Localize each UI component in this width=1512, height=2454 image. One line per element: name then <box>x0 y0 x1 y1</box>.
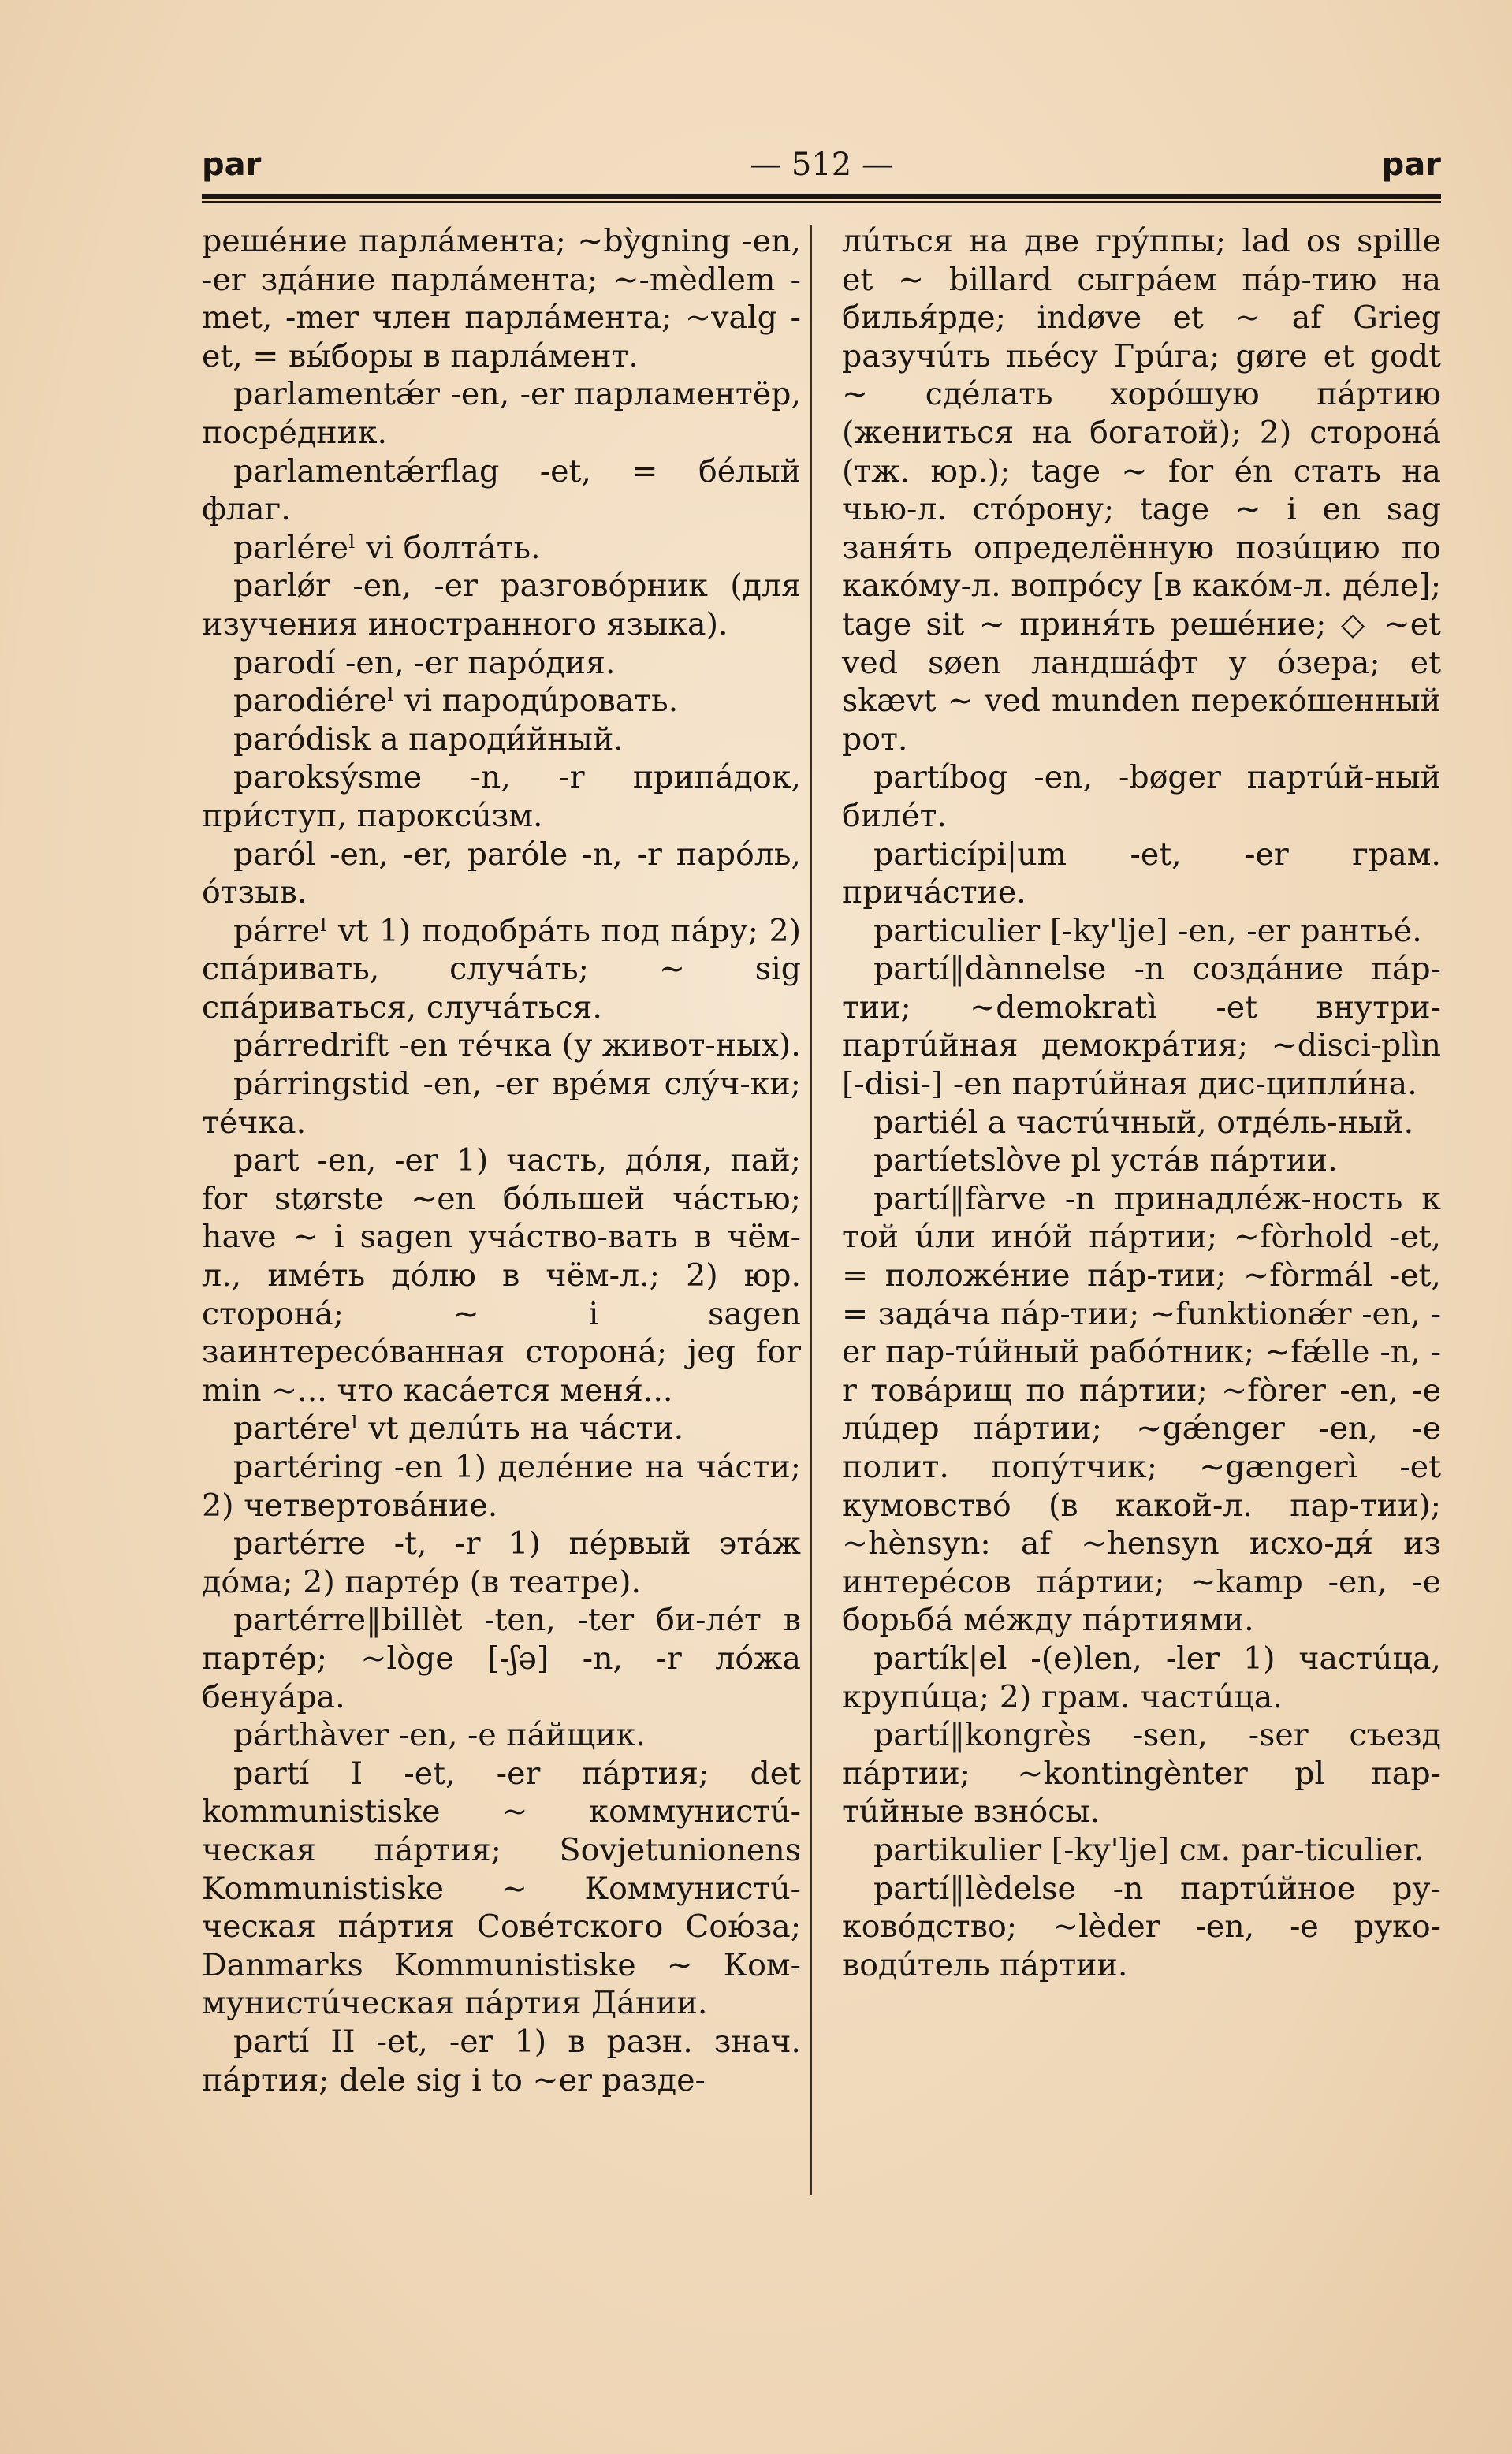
dictionary-entry: parodiéreˡ vi пародúровать. <box>233 683 679 720</box>
header-guide-word-left: par <box>202 147 262 183</box>
running-header <box>202 142 1441 189</box>
dictionary-entry: partí‖fàrve -n принадлéж-ность к той úли инóй пáртии; ~fòrhold -et, = положéние пáр-тии; ~fòrmál -et, = задáча пáр-тии; ~funktionǽr -en, -er пар-тúйный рабóтник; ~fǽlle -n, -r товáрищ по пáртии; ~fòrer -en, -e лúдер пáртии; ~gǽnger -en, -e полит. попýтчик; ~gængerì -et кумовствó (в какой-л. пар-тии); ~hènsyn: af ~hensyn исхо-дя́ из интерéсов пáртии; ~kamp -en, -e борьбá мéжду пáртиями. <box>842 1180 1441 1639</box>
dictionary-entry: partí II -et, -er 1) в разн. знач. пáртия; dele sig i to ~er разде- <box>202 2023 801 2098</box>
dictionary-entry: partí I -et, -er пáртия; det kommunistiske ~ коммунистú-ческая пáртия; Sovjetunionens Kommunistiske ~ Коммунистú-ческая пáртия Совéтского Сою́за; Danmarks Kommunistiske ~ Ком-мунистúческая пáртия Дáнии. <box>202 1755 801 2022</box>
dictionary-entry: part -en, -er 1) часть, дóля, пай; for største ~en бóльшей чáстью; have ~ i sagen учáство-вать в чём-л., имéть дóлю в чём-л.; 2) юр. сторонá; ~ i sagen заинтересóванная сторонá; jeg for min ~... что касáется меня́... <box>202 1142 801 1409</box>
dictionary-entry: решéние парлáмента; ~bỳgning -en, -er здáние парлáмента; ~-mèdlem -met, -mer член парлáмента; ~valg -et, = вы́боры в парлáмент. <box>202 223 801 374</box>
left-column <box>202 222 801 2099</box>
dictionary-entry: parléreˡ vi болтáть. <box>233 529 541 566</box>
column-divider <box>810 225 812 2195</box>
dictionary-entry: лúться на две грýппы; lad os spille et ~ billard сыгрáем пáр-тию на билья́рде; indøve et ~ af Grieg разучúть пьéсу Грúга; gøre et godt ~ сдéлать хорóшую пáртию (жениться на богатой); 2) сторонá (тж. юр.); tage ~ for én стать на чью-л. стóрону; tage ~ i en sag заня́ть определённую позúцию по какóму-л. вопрóсу [в какóм-л. дéле]; tage sit ~ приня́ть решéние; ◇ ~et ved søen ландшáфт у óзера; et skævt ~ ved munden перекóшенный рот. <box>842 223 1441 758</box>
dictionary-entry: párredrift -en тéчка (у живот-ных). <box>233 1027 801 1064</box>
dictionary-entry: paródisk a пароди́йный. <box>233 721 624 758</box>
dictionary-entry: partérre‖billèt -ten, -ter би-лéт в партéр; ~lòge [-ʃə] -n, -r лóжа бенуáра. <box>202 1602 801 1715</box>
dictionary-entry: párreˡ vt 1) подобрáть под пáру; 2) спáривать, случáть; ~ sig спáриваться, случáться. <box>202 912 801 1026</box>
header-guide-word-right: par <box>1381 147 1441 183</box>
dictionary-entry: partí‖lèdelse -n партúйное ру-ковóдство; ~lèder -en, -e руко-водúтель пáртии. <box>842 1870 1441 1983</box>
dictionary-entry: partéreˡ vt делúть на чáсти. <box>233 1410 684 1447</box>
dictionary-entry: paról -en, -er, paróle -n, -r парóль, óтзыв. <box>202 836 801 911</box>
dictionary-entry: partí‖kongrès -sen, -ser съезд пáртии; ~kontingènter pl пар-тúйные взнóсы. <box>842 1717 1441 1830</box>
header-rule <box>202 194 1441 199</box>
dictionary-entry: partí‖dànnelse -n создáние пáр-тии; ~demokratì -et внутри-партúйная демокрáтия; ~disci-plìn [-disi-] -en партúйная дис-ципли́на. <box>842 951 1441 1103</box>
dictionary-entry: partiél a частúчный, отдéль-ный. <box>873 1104 1414 1141</box>
dictionary-entry: parlǿr -en, -er разговóрник (для изучения иностранного языка). <box>202 568 801 642</box>
right-column <box>842 222 1441 1984</box>
dictionary-entry: paroksýsme -n, -r припáдок, при́ступ, пароксúзм. <box>202 759 801 834</box>
dictionary-entry: particípi|um -et, -er грам. причáстие. <box>842 836 1441 911</box>
dictionary-entry: partíbog -en, -bøger партúй-ный билéт. <box>842 759 1441 834</box>
dictionary-entry: partikulier [-ky'lje] см. par-ticulier. <box>873 1831 1424 1868</box>
dictionary-entry: partík|el -(e)len, -ler 1) частúца, крупúца; 2) грам. частúца. <box>842 1640 1441 1715</box>
dictionary-entry: partíetslòve pl устáв пáртии. <box>873 1142 1338 1179</box>
dictionary-entry: párthàver -en, -e пáйщик. <box>233 1717 646 1754</box>
dictionary-entry: párringstid -en, -er врéмя слýч-ки; тéчка. <box>202 1066 801 1141</box>
page-number: — 512 — <box>750 147 893 183</box>
dictionary-entry: particulier [-ky'lje] -en, -er рантьé. <box>873 912 1422 949</box>
header-rule-thin <box>202 201 1441 203</box>
dictionary-entry: partérre -t, -r 1) пéрвый этáж дóма; 2) партéр (в театре). <box>202 1525 801 1600</box>
dictionary-entry: parodí -en, -er парóдия. <box>233 644 616 681</box>
dictionary-entry: partéring -en 1) делéние на чáсти; 2) четвертовáние. <box>202 1449 801 1524</box>
dictionary-entry: parlamentǽr -en, -er парламентёр, посрéдник. <box>202 376 801 451</box>
dictionary-entry: parlamentǽrflag -et, = бéлый флаг. <box>202 452 801 528</box>
